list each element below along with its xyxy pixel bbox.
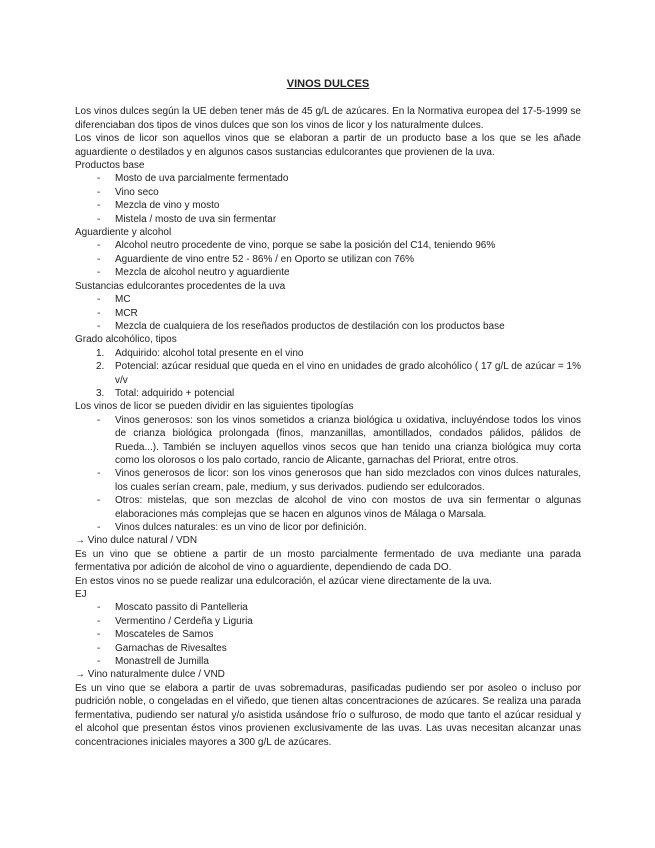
list-item: 3. Total: adquirido + potencial — [96, 387, 235, 399]
list-item: - Vinos generosos: son los vinos sometidos a crianza biológica u oxidativa, incluyéndose todos los vinos de crianza biológica prolongada (finos, manzanillas, amontillados, condados pálidos, pálidos de Rueda...). También se incluyen aquellos vinos secos que han tenido una crianza biológica muy corta como los olorosos o los palo cortado, rancio de Alicante, garnachas del Priorat, entre otros. — [97, 414, 581, 466]
list-item: - Vinos generosos de licor: son los vinos generosos que han sido mezclados con vinos dulces naturales, los cuales serían cream, pale, medium, y sus derivados. pudiendo ser edulcorados. — [97, 468, 581, 493]
grado-heading: Grado alcohólico, tipos — [75, 334, 177, 346]
tipologias-list — [75, 414, 581, 535]
list-item: - MCR — [97, 307, 138, 319]
list-item: 1. Adquirido: alcohol total presente en el vino — [96, 347, 304, 359]
list-item: - Vermentino / Cerdeña y Liguria — [97, 615, 253, 627]
list-item: - Otros: mistelas, que son mezclas de alcohol de vino con mostos de uva sin fermentar o algunas elaboraciones más complejas que se hacen en algunos vinos de Málaga o Marsala. — [97, 495, 581, 520]
list-item: 2. Potencial: azúcar residual que queda en el vino en unidades de grado alcohólico ( 17 g/L de azúcar = 1% v/v — [96, 361, 581, 386]
sustancias-list — [75, 293, 581, 333]
document-page — [75, 78, 581, 749]
list-item: - Mezcla de cualquiera de los reseñados productos de destilación con los productos base — [97, 320, 505, 332]
list-item: - Mistela / mosto de uva sin fermentar — [97, 213, 277, 225]
list-item: - Aguardiente de vino entre 52 - 86% / en Oporto se utilizan con 76% — [97, 253, 415, 265]
list-item: - Moscateles de Samos — [97, 629, 214, 641]
intro-paragraph-2: Los vinos de licor son aquellos vinos que se elaboran a partir de un producto base a los que se les añade aguardiente o destilados y en algunos casos sustancias edulcorantes que provienen de la uva. — [75, 133, 581, 158]
vdn-examples-label: EJ — [75, 589, 87, 601]
list-item: - Garnachas de Rivesaltes — [97, 642, 227, 654]
vdn-paragraph-1: Es un vino que se obtiene a partir de un mosto parcialmente fermentado de uva mediante una parada fermentativa por adición de alcohol de vino o aguardiente, dependiendo de cada DO. — [75, 548, 581, 574]
list-item: - Vinos dulces naturales: es un vino de licor por definición. — [97, 522, 367, 533]
vdn-examples-list — [75, 601, 581, 668]
list-item: - Vino seco — [97, 186, 159, 198]
productos-base-heading: Productos base — [75, 160, 145, 172]
productos-base-list — [75, 172, 581, 226]
vdn-heading: → Vino dulce natural / VDN — [75, 535, 198, 547]
vnd-heading: → Vino naturalmente dulce / VND — [75, 669, 225, 681]
vdn-paragraph-2: En estos vinos no se puede realizar una edulcoración, el azúcar viene directamente de la uva. — [75, 575, 492, 587]
sustancias-heading: Sustancias edulcorantes procedentes de la uva — [75, 280, 286, 292]
grado-list — [75, 347, 581, 401]
intro-paragraph-1: Los vinos dulces según la UE deben tener más de 45 g/L de azúcares. En la Normativa europea del 17-5-1999 se diferenciaban dos tipos de vinos dulces que son los vinos de licor y los naturalmente dulces. — [75, 106, 581, 131]
list-item: - Mosto de uva parcialmente fermentado — [97, 173, 289, 185]
list-item: - Mezcla de alcohol neutro y aguardiente — [97, 267, 290, 279]
list-item: - Monastrell de Jumilla — [97, 656, 209, 668]
aguardiente-heading: Aguardiente y alcohol — [75, 227, 172, 239]
list-item: - Mezcla de vino y mosto — [97, 200, 220, 212]
list-item: - Alcohol neutro procedente de vino, porque se sabe la posición del C14, teniendo 96% — [97, 240, 496, 252]
document-title: VINOS DULCES — [286, 78, 370, 90]
vnd-paragraph: Es un vino que se elabora a partir de uvas sobremaduras, pasificadas pudiendo ser por asoleo o incluso por pudrición noble, o congeladas en el viñedo, que tienen altas concentraciones de azúcares. Se realiza una parada fermentativa, pudiendo ser natural y/o asistida usándose frío o sulfuroso, de modo que tanto el azúcar residual y el alcohol que presentan éstos vinos provienen exclusivamente de las uvas. Las uvas necesitan alcanzar unas concentraciones iniciales mayores a 300 g/L de azúcares. — [75, 682, 581, 748]
list-item: - MC — [97, 294, 131, 306]
list-item: - Moscato passito di Pantelleria — [97, 602, 248, 614]
tipologias-heading: Los vinos de licor se pueden dividir en las siguientes tipologías — [75, 401, 354, 413]
aguardiente-list — [75, 239, 581, 279]
